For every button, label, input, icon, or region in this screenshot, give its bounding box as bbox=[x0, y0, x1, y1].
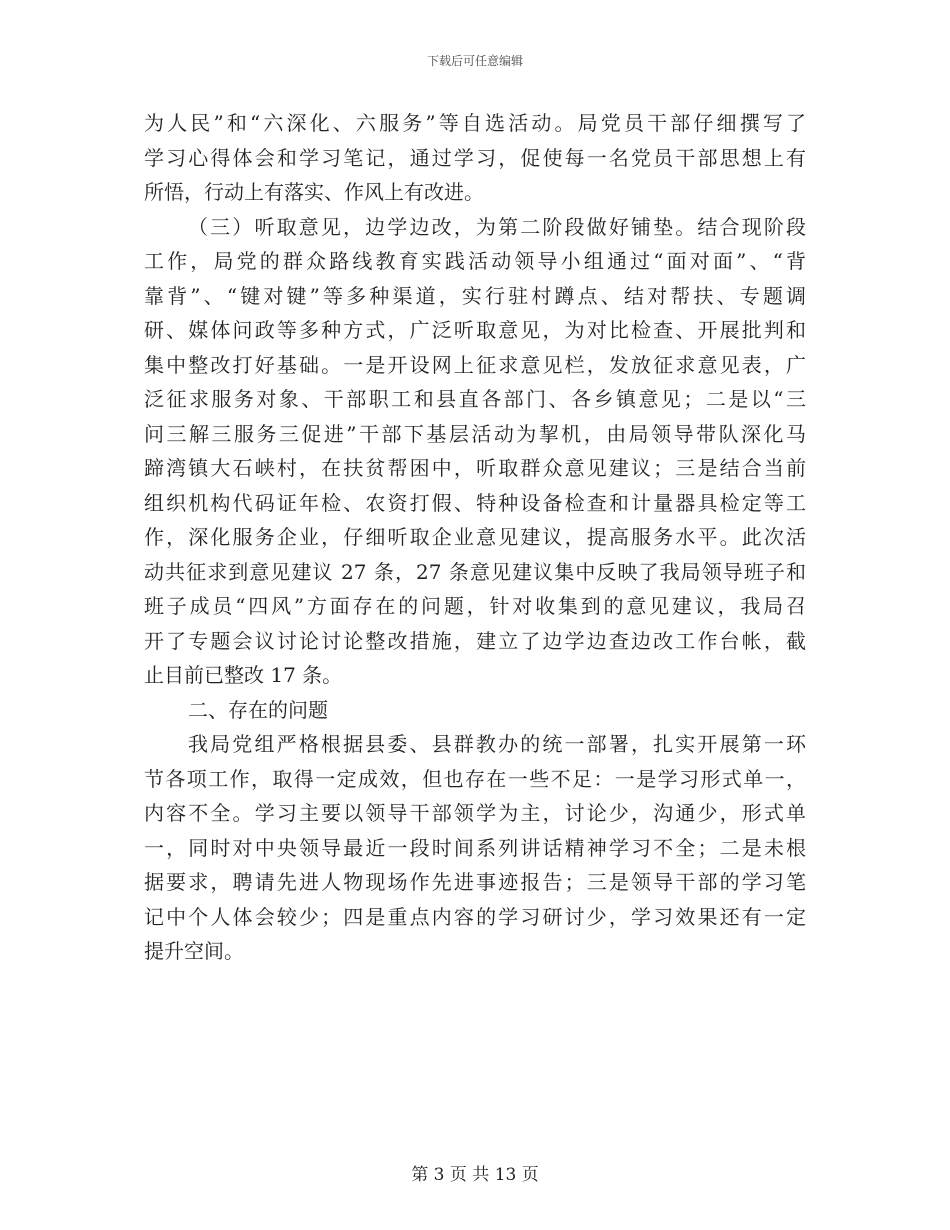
body-text-line: 研、媒体问政等多种方式，广泛听取意见，为对比检查、开展批判和 bbox=[144, 318, 806, 342]
body-text-line: 蹄湾镇大石峡村，在扶贫帮困中，听取群众意见建议；三是结合当前 bbox=[144, 456, 806, 480]
body-text-line: 提升空间。 bbox=[144, 939, 244, 963]
body-text-line: 据要求，聘请先进人物现场作先进事迹报告；三是领导干部的学习笔 bbox=[144, 870, 806, 894]
body-text-line: 节各项工作，取得一定成效，但也存在一些不足：一是学习形式单一， bbox=[144, 766, 806, 791]
body-text-line: 记中个人体会较少；四是重点内容的学习研讨少，学习效果还有一定 bbox=[144, 904, 806, 929]
body-text-line: 止目前已整改 17 条。 bbox=[144, 663, 343, 687]
body-text-line: 问三解三服务三促进”干部下基层活动为挈机，由局领导带队深化马 bbox=[144, 421, 806, 446]
body-text-line: 组织机构代码证年检、农资打假、特种设备检查和计量器具检定等工 bbox=[144, 490, 806, 515]
body-text-line: 内容不全。学习主要以领导干部领学为主，讨论少，沟通少，形式单 bbox=[144, 801, 806, 825]
body-text-line: 开了专题会议讨论讨论整改措施，建立了边学边查边改工作台帐，截 bbox=[144, 628, 806, 653]
body-text-line: （三）听取意见，边学边改，为第二阶段做好铺垫。结合现阶段 bbox=[188, 214, 806, 239]
body-text-line: 靠背”、“键对键”等多种渠道，实行驻村蹲点、结对帮扶、专题调 bbox=[144, 283, 806, 308]
document-body bbox=[144, 106, 806, 969]
body-text-line: 动共征求到意见建议 27 条，27 条意见建议集中反映了我局领导班子和 bbox=[144, 559, 806, 584]
body-text-line: 所悟，行动上有落实、作风上有改进。 bbox=[144, 180, 484, 204]
body-text-line: 泛征求服务对象、干部职工和县直各部门、各乡镇意见；二是以“三 bbox=[144, 387, 806, 411]
body-text-line: 学习心得体会和学习笔记，通过学习，促使每一名党员干部思想上有 bbox=[144, 145, 806, 170]
page-header: 下载后可任意编辑 bbox=[426, 54, 523, 68]
body-text-line: 班子成员“四风”方面存在的问题，针对收集到的意见建议，我局召 bbox=[144, 594, 806, 618]
page-number-footer: 第 3 页 共 13 页 bbox=[411, 1165, 539, 1185]
body-text-line: 作，深化服务企业，仔细听取企业意见建议，提高服务水平。此次活 bbox=[144, 525, 806, 549]
body-text-line: 一，同时对中央领导最近一段时间系列讲话精神学习不全；二是未根 bbox=[144, 835, 806, 860]
body-text-line: 我局党组严格根据县委、县群教办的统一部署，扎实开展第一环 bbox=[188, 732, 806, 756]
body-text-line: 为人民”和“六深化、六服务”等自选活动。局党员干部仔细撰写了 bbox=[144, 111, 806, 135]
body-text-line: 二、存在的问题 bbox=[188, 697, 328, 722]
body-text-line: 集中整改打好基础。一是开设网上征求意见栏，发放征求意见表，广 bbox=[144, 352, 806, 377]
body-text-line: 工作，局党的群众路线教育实践活动领导小组通过“面对面”、“背 bbox=[144, 249, 806, 273]
